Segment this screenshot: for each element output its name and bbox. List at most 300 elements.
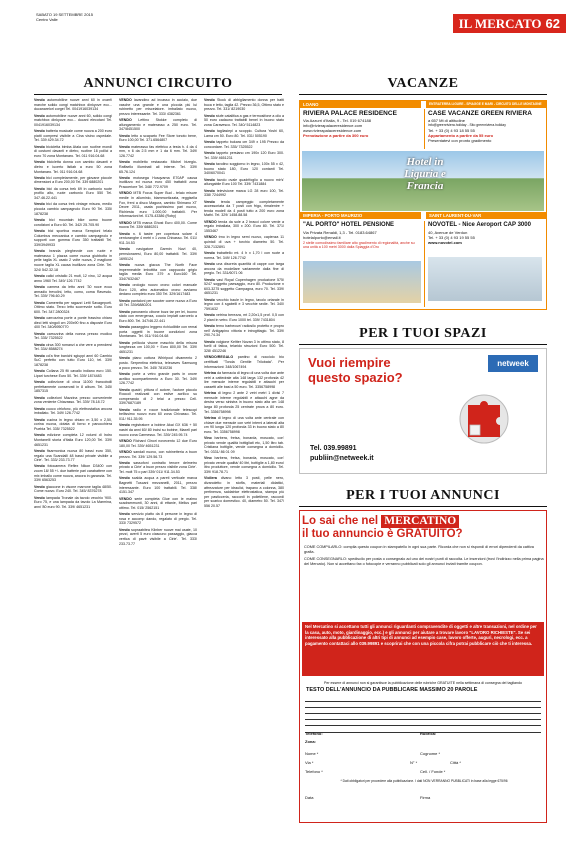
hotel-1-note: Prenotazione a partire da 300 euro [303, 133, 369, 138]
classified-ad [34, 449, 112, 463]
hotel-logo-text: Hotel in Liguria e Francia [404, 156, 446, 192]
classified-keyword: Vendo [119, 356, 130, 361]
classified-keyword: Vendo [204, 162, 215, 167]
classified-keyword: Vendo [34, 484, 45, 489]
classified-keyword: Vendo [204, 140, 215, 145]
classified-text: pantino di nocciolo bio certificati "Tonda Gentile Trilobata". Per informazioni: 348/1067494 [204, 355, 284, 369]
classified-text: tenda campeggio completamente accessoriata da 7 posti con frigo, rimalenire + tenda modell da 4 posti tutto a 200 euro zona Mathi. Tel. 329/ 1458.88.58 [204, 199, 284, 218]
classified-keyword: VENDO [119, 220, 132, 225]
coupon-note: Per essere di annunci non si garantisce la pubblicazione delle rubriche GRATUITE nella settimana di consegna del tagliando [323, 681, 523, 685]
classified-keyword: Vetrina [204, 415, 216, 420]
classified-text: bici sportiva marca Sempioni telaio Columbus meccanica e cambio campagnolo e supporti con gomma Euro 350 trattabili Tel. 339/3949933 [34, 229, 113, 247]
classified-ad [204, 324, 284, 338]
classified-keyword: Vendo [119, 262, 130, 267]
classified-text: Richard Ginori novecento 12 due Euro 180,00 Tel. 339/ 4651231 [119, 438, 197, 448]
classified-text: trno in legno semi nuovo, capienza 11 quintali di uva + torchio diametro 50. Tel. 328.7132891 [204, 235, 284, 249]
classified-keyword: Vendo [119, 283, 130, 288]
classified-ad [119, 528, 197, 546]
hotel-4-details [428, 230, 546, 245]
puzzle-icon [440, 385, 520, 445]
classified-ad [34, 485, 112, 494]
classified-text: televisione marca LG 28 euro 100, Tel. 338/ 7244992 [204, 188, 284, 198]
classified-keyword: VENDO [119, 191, 132, 196]
hotel-3-email: hotelalporto@email.it [303, 235, 341, 240]
classified-keyword: Vendo [34, 300, 45, 305]
classified-keyword: Vendo [34, 353, 45, 358]
classified-keyword: Vendo [204, 297, 215, 302]
classified-ad [204, 98, 284, 112]
coupon-headline [302, 515, 544, 541]
classified-text: tappeto bukara cm 349 x 195 Prezzo da concordare. Tel. 335/ 7325522 [204, 140, 284, 149]
classified-ad [34, 202, 112, 216]
classified-ad [34, 176, 112, 185]
classified-keyword: Vendo [34, 218, 45, 223]
classified-text: sassofoni contralto tenore delmetro privato a Cirie' a buon prezzo visibile zona Cirie'. Tel. molt 75 o pari 339/ 011/ 911.34.53 [119, 460, 197, 475]
classified-text: vetrina berezza, mt 2,20x1,5 prof. 0,5 con 2 piani in vetro. Euro 1000 tel. 339/ 7431804 [204, 313, 285, 322]
classified-text: collezioni Mazzina prezzo conveniente zona veniente Chiavasso. Tel. 339/ 78.18.72 [34, 395, 112, 405]
classified-ad [204, 476, 284, 508]
page-number: 62 [545, 16, 560, 31]
classified-text: quadri, pittura d' autore, l'autore piccolo Roccoii realizzati con estive acrilico su comperando di 2 telai a prezzo Cell. 339/7687/189 [119, 387, 198, 406]
classified-text: lampada Tronale da tavolo vecchio '900. Euro 75, e una lampada da tavolo La Marmina, anni '80 euro 90. Tel. 339/ 4651231 [34, 495, 113, 509]
classified-keyword: Vendo [119, 133, 130, 138]
netweek-tel: Tel. 039.99891 [310, 445, 357, 452]
classified-keyword: Vendo [34, 395, 45, 400]
classified-text: automobiline nuove anni 60, solido congi matchbox dinkyove ecc... ducani elecotani Tel. 0041916039134 [34, 113, 113, 127]
classified-keyword: Vendo [119, 423, 130, 428]
label-rubrica: Rubrica: [420, 731, 437, 736]
label-via: Via * [305, 760, 314, 765]
classified-text: bici completamente, per giovane piccole dimensioni a Euro 200,00 Tel. 339 6880201 [34, 175, 112, 185]
classified-ad [119, 423, 197, 437]
classified-text: porte a vetro grande parts in onore acrilico scompartimento a Euro 30. Tel. 349/ 126.7742 [119, 372, 198, 386]
classified-keyword: Vendo [34, 186, 45, 191]
classified-text: motosega Husqvarna E70AP causa inutilizzo ed nuova euro 450 trattabili zona Pracceriore Tel. 348/ 772.9709 [119, 175, 198, 190]
classified-keyword: Vendo [34, 113, 45, 118]
classified-ad [119, 176, 197, 190]
hotel-logo [390, 156, 460, 196]
label-data: Data [305, 795, 314, 800]
classified-ad [34, 187, 112, 201]
hotel-2-email: info@greenriviera.holiday - Sito greenriviera.holiday [428, 123, 506, 127]
classified-keyword: Vendo [34, 369, 45, 374]
classified-keyword: Vendo [204, 277, 215, 282]
classified-ad [204, 178, 284, 187]
hotel-3-details [303, 230, 421, 250]
classified-keyword: Vendo [34, 331, 45, 336]
hotel-4-web: www.novotel.com [428, 240, 462, 245]
section-title-per-i-tuoi-annunci [299, 488, 547, 507]
classified-text: orologio nuovo crono colori manuale Euro 120, altro automatico crono avviamo dedano completo euro 350 Tel. 329/1617483 [119, 283, 198, 297]
section-title-rule [299, 94, 547, 95]
classified-keyword: Vendo [34, 448, 45, 453]
band-top-right: ENTRATERRA LIGURE - SPIAGGE E MARI - CIRCUITO DELLE MONTAGNE [426, 101, 546, 108]
classified-keyword: Vendo [204, 151, 215, 156]
classified-text: MTB Focus Super Bud - telaio misure medie in alluminio, biammortizzata, reggisella Fox, freni a disco Magura, cambio Shimano XT Deore 2011, usata pochissimo pari nuovo, Richiesta euro 1.000,00 trattabili. Per informazioni tel. 0175-43386 (Roby) [119, 191, 198, 219]
classified-text: camera da letto anni '30 noce ecuo armadio trevolini, letto, como, coma Ravesdo. Tel. 339/ 796.60.29 [34, 284, 113, 299]
classified-text: vasi Royal Copenhagen produzione 575/ 5247 soggetto paesaggio, euro 80. Produzione n 603-3275 soggetto Campagna, euro 70. Tel. 339/ 4651231 [204, 277, 284, 296]
classified-ad [204, 371, 284, 389]
classified-text: barbera, freisa, bonarda, moscato, con' privato vende qualità bottigliati etc, 1,50 litro tab. Cristiana bottiglie, vende consegna a domicilio. Tel. 0331/ 86 01 09 [204, 436, 285, 454]
classified-text: pelliccia visone maschio della misura lunghezza cm 100,00 + Euro 800,00 Tel. 339/ 4651231 [119, 340, 197, 355]
classified-ad [119, 232, 197, 246]
classified-text: sopraabitea Kilnber nuove mai usate, 10 pezzi, averti 5 euro ciascuno passaggio, giacca vertica di pavè visibile a Cirie'. Tel. 333/ 233.73.77 [119, 527, 197, 546]
section-title-rule [299, 506, 547, 507]
hotel-2-note: Appartamento a partire da 55 euro [428, 133, 494, 138]
classified-keyword: Vendo [119, 160, 130, 165]
classified-ad [34, 496, 112, 510]
classified-text: pantaloni per scooter come nuovo a Euro 40 Tel. 339/6880201 [119, 298, 198, 308]
band-mid-left: IMPERIA - PORTO MAURIZIO [300, 212, 421, 219]
classified-keyword: VENDO [119, 449, 132, 454]
hotel-2-name: CASE VACANZE GREEN RIVIERA [428, 110, 532, 117]
coupon-form [302, 681, 544, 733]
classified-keyword: Vendo [119, 527, 130, 532]
classified-keyword: Vendo [119, 476, 130, 481]
classified-keyword: Vendo [34, 495, 45, 500]
divider [424, 109, 425, 149]
section-title-text: PER I TUOI SPAZI [359, 326, 487, 341]
classified-ad [119, 134, 197, 143]
classified-keyword: Vendo [34, 98, 45, 102]
classified-ad [34, 380, 112, 394]
classified-text: carrozzina della nonna prezzo modico Tel. 335/ 7325522 [34, 331, 113, 341]
classified-text: cuoco ctrlofonc, più elettrostatica ancora imballato. Tel. 349/ 126.7742 [34, 406, 112, 416]
classified-keyword: Vendo [34, 175, 45, 180]
section-title-per-i-tuoi-spazi [299, 326, 547, 345]
label-telefono-2: Telefono * [305, 769, 323, 774]
classified-keyword: Vendo [204, 339, 215, 344]
hotel-4-address: 40, Avenue de Verdun [428, 230, 468, 235]
classified-keyword: Vendo [119, 460, 130, 465]
classified-keyword: Vendo [119, 407, 130, 412]
classified-ad [119, 388, 197, 406]
classified-ad [119, 283, 197, 297]
classified-text: carrozzina porte a ponte frassino chiaro dieci letti singoli cm 200x90 fino a disposte Euro 400 Tel. 340/6950770 [34, 316, 113, 330]
classified-ad [204, 416, 284, 434]
classified-keyword: Vendo [34, 129, 45, 134]
classified-keyword: Vendo [119, 298, 130, 303]
classified-text: batteria musicale come nuova a 200 euro piatti compresi visibile a Cina visino ospedale. Tel. 339 429.34.72 [34, 129, 112, 143]
netweek-headline-line2: questo spazio? [308, 370, 403, 385]
classified-text: sandali nuovo, con rubinetteria a buon prezzo. Tel. 339/ 129.56.73 [119, 449, 197, 459]
classified-keyword: Vendo [34, 417, 45, 422]
classified-text: una discreta quantità di cappe con targa ancora da modellare variamente dalla fine di pregio. Tel. 331/6071 06 [204, 261, 284, 276]
classified-keyword: Vendo [204, 324, 215, 329]
classified-ad [34, 160, 112, 174]
classified-ad [34, 114, 112, 128]
classified-text: edizione completa 12 volumi di Indro Montanelli storia d'Italia Euro 120,00 Tel. 339/ 4651231 [34, 433, 112, 447]
classified-ad [119, 310, 197, 324]
classified-ad [34, 285, 112, 299]
classifieds-column-2 [119, 98, 197, 548]
classified-text: automobiline nuove anni 60 in ovarrli marche solido congi matchbox dinkyove ecc... ducanarelorl corgei Tel. 0041916039134 [34, 98, 112, 112]
classified-keyword: Vendo [34, 316, 45, 321]
classified-text: bicicletta bimba Atala con ruotine mondi di costumi davanti e dietro, ruotine 16 pollici a euro 70 zona Montanaro. Tel. 011 916.04.68 [34, 144, 113, 158]
classified-keyword: Vetrina [204, 391, 216, 396]
classified-keyword: Vendo [204, 199, 215, 204]
classified-ad [119, 191, 197, 219]
hotel-1-details [303, 118, 421, 138]
classified-keyword: Violiera [204, 476, 217, 481]
classified-ad [119, 160, 197, 174]
classified-keyword: Vendo [34, 284, 45, 289]
label-numero: N° * [410, 760, 418, 765]
classified-ad [204, 162, 284, 176]
section-title-rule [299, 344, 547, 345]
classified-keyword: Vendo [204, 113, 215, 118]
classified-keyword: Vendo [119, 247, 130, 252]
header-edition: Centro Valle [36, 17, 58, 22]
classified-ad [34, 433, 112, 447]
classified-text: bici da corsa trek vintage misura, medio piccola cambio campagnolo Euro 90 Tel. 335/ 1878238 [34, 202, 113, 216]
hotel-2-address: a 657 Mt di altitudine [428, 118, 465, 123]
classified-text: nuova giacca The North Face impermeabile imbottita con cappuccio grigio taglia media Euro 379 a Euro160 Tel. 334/7632467 [119, 262, 197, 281]
classified-text: registratore a bobine Akai GX 636 + 50 nastri da anni 60/ 80 incisi su bobine, Maxell pari nuovo zona Carmesso. Tel. 339/ 245.95.74 [119, 423, 197, 437]
classified-keyword: VENDO [119, 118, 132, 123]
classified-text: passeggino leggero richiudibile con remai porta oggetti in buone condizioni zona Montanaro. Tel. 011/ 916.04.68 [119, 325, 197, 339]
classified-ad [34, 145, 112, 159]
hotel-3-photo [303, 261, 421, 303]
classified-text: radio e rocce tradizionale telescopi bellissimo nuovo euro 60 zona Chivasso. Tel. 011/ 911.35.95 [119, 407, 197, 421]
classified-ad [119, 221, 197, 230]
classified-keyword: Vendo [34, 229, 45, 234]
classified-keyword: Vendo [119, 387, 130, 392]
classified-text: cd'a fine banichi sgluppi anni 60 Cambio SuC perfetto con tutto Euro 110, tel. 339/ 1878238 [34, 353, 113, 367]
coupon-privacy: * Dati obbligatori per procedere alla pubblicazione. I dati NON VERRANNO PUBBLICATI in base alla legge 675/96 [340, 779, 508, 783]
classified-text: serie completa Glue con le malmo scadrammunti, 30 anni, di ettanie, Mellus pari ottimo. Tel. 015/ 2562151 [119, 496, 197, 510]
hotel-2-details [428, 118, 546, 143]
classified-keyword: VENDO [119, 98, 132, 102]
classified-keyword: Vendo [34, 406, 45, 411]
classified-text: circa 300 romanzi a che vere a prendersi Tel. 334/ 8588274 [34, 342, 113, 352]
netweek-advert [299, 348, 547, 474]
classified-ad [34, 301, 112, 315]
classified-keyword: Vino [204, 436, 212, 441]
classified-keyword: VENDO [119, 496, 132, 501]
classified-ad [34, 229, 112, 247]
classified-text: tenda da sole a 2 bracci colore verde a regalo imballata, 300 x 200. Euro 80. Tel. 371/ 1553467 [204, 219, 285, 234]
classified-ad [204, 151, 284, 160]
hotel-1-email: info@rivierapalaceresidence.com [303, 123, 363, 128]
hotel-1-web: www.rivierapalaceresidence.com [303, 128, 362, 133]
classified-text: panoramio cibone buzz tar per lei, buono stato con emergenza, coccio impiatt carrorelo a Euro 800. Tel. 347/46.22.441 [119, 309, 197, 323]
classified-keyword: VENDO/REGALO [204, 355, 234, 360]
classified-keyword: Vendo [34, 249, 45, 254]
classified-keyword: Vendo [34, 433, 45, 438]
classifieds-column-3 [204, 98, 284, 510]
header-date-block [36, 12, 93, 22]
classified-keyword: Vino [204, 456, 212, 461]
classified-ad [119, 461, 197, 475]
coupon-form-title: TESTO DELL'ANNUNCIO DA PUBBLICARE MASSIMO 20 PAROLE [306, 687, 478, 694]
classified-ad [34, 98, 112, 112]
section-title-annunci-circuito [34, 76, 282, 95]
hotel-advert [299, 100, 547, 310]
hotel-1-address: Via Azzurri d'Italia, 9 - Tel. 019 674188 [303, 118, 371, 123]
classified-keyword: Vendo [34, 464, 45, 469]
classified-keyword: Vendo [119, 231, 130, 236]
masthead-title: IL MERCATO [458, 16, 542, 31]
label-zona: Zona: [305, 739, 316, 744]
netweek-headline-line1: Vuoi riempire [308, 355, 391, 370]
band-top-left: LOANO [300, 101, 421, 108]
classified-ad [119, 512, 197, 526]
classified-keyword: Vendo [119, 144, 130, 149]
classified-text: temo barbecue/ radiosilo protetto e propro nell' Antigapino vittoria e introgittagio. Tel. 339/ 290.74.34 [204, 324, 284, 338]
classified-ad [119, 247, 197, 261]
classified-ad [34, 218, 112, 227]
classified-keyword: Vendo [119, 340, 130, 345]
classified-keyword: Vendo [204, 177, 215, 182]
classified-keyword: Vendo [119, 372, 130, 377]
classified-ad [119, 325, 197, 339]
classified-coupon [299, 510, 547, 823]
classified-keyword: Vendo [204, 98, 215, 102]
classified-ad [204, 200, 284, 218]
classified-ad [34, 249, 112, 272]
classified-text: tavolo ovale quadrifoglio a nuovo mir's' allungabile Euro 100 Tel. 339/ 7431884 [204, 177, 285, 187]
classified-keyword: Vendo [119, 325, 130, 330]
classified-text: mobiletto restaurato Michel bizeglo- Raffaello illuminati ali interne. Tel. 339/ 65.76.124 [119, 160, 198, 174]
section-title-vacanze [299, 76, 547, 95]
classified-ad [34, 332, 112, 341]
classified-ad [204, 262, 284, 276]
classified-text: Cameretta per ragazzi Letti Savageporti. Ottimo stato. Terzo letto scorrevole sotto. Euro 600. Tel. 347.2800324 [34, 300, 112, 314]
hotel-1-name: RIVIERA PALACE RESIDENCE [303, 110, 397, 117]
classified-ad [119, 372, 197, 386]
hotel-3-name: "AL PORTO" HOTEL PENSIONE [303, 222, 395, 228]
classified-ad [204, 355, 284, 369]
classified-ad [204, 340, 284, 354]
classified-text: navigatore Garmin Nuvi 40, pernsionaresi, Euro 80,00 trattabili. Tel. 339/ 1695124 [119, 247, 198, 261]
classified-ad [34, 464, 112, 482]
header-date: SABATO 19 SETTEMBRE 2015 [36, 12, 93, 17]
classifieds-column-1 [34, 98, 112, 511]
hotel-3-note: 2 stelle comodissimo familiare alto gradimento di regionalità, anche su una unità a 100 metri 3000 dalla Spiaggia d'Oro [303, 241, 415, 250]
classified-keyword: VENDO [204, 235, 217, 240]
classified-text: Stock di abbigliamento donna per batti buca e letto, taglia 42. Prezzo 36,5, Ottimo stato e prezzo. Tel. 331/ 8219030 [204, 98, 285, 112]
section-title-text: PER I TUOI ANNUNCI [346, 488, 500, 503]
hotel-4-photo [428, 257, 542, 301]
classified-text: calici cristallo 21 mult, 12 vino, 12 acqua anno 1960 Tel. 349/ 126.7742 [34, 273, 112, 283]
classified-ad [204, 456, 284, 474]
classified-keyword: Vendo [34, 273, 45, 278]
coupon-headline-a: Lo sai che nel [302, 515, 379, 527]
classified-ad [204, 235, 284, 249]
label-cognome: Cognome * [420, 751, 441, 756]
classified-text: branda pieghevole con ruote e materasso 1 piazza come nuova giubbotto in pelle taglia XL usato 2 volte nuova, 2 maglione nuove taglia XL causa inutilizzo zona Cirie. Tel. 324/ 542.32.18 [34, 249, 112, 272]
classified-ad [119, 341, 197, 355]
page-header [0, 0, 580, 40]
classified-keyword: Vendo [204, 129, 215, 134]
classified-ad [34, 369, 112, 378]
classified-keyword: Vendo [34, 342, 45, 347]
coupon-info-box: Nel Mercatino si accettano tutti gli annunci riguardanti compravendite di oggetti e altre transazioni, nel ordine per la casa, auto, moto, giardinaggio, ecc.) e gli annunci per aiutare a trovare lavoro "LAVORO RICHIESTE". Se sei interessato alla pubblicazione di altri tipi di annunci ad esempio case, lavoro offerte, auguri, necrologi, ecc. a pagamento contattaci allo 039.99891 e scoprirai che con una piccola cifra potrai pubblicare ciò che ti interessa. [302, 622, 544, 676]
classified-text: divano letto 3 posti, pelle nero, divanoletto in stoffa, materiali didattici, attrezzature per idraulici, trapano a colonna, 380 pertinenza, saldatrice elettrostatica, stampa più per pasticceria, raccordi in polietilene, raccordi per scarico domestico. 40, diametro 50. Tel. 347/ 556 20.57 [204, 476, 284, 509]
classified-text: MTB marca Ghost Euro 400,00. Come nuova Tel. 339/ 6880201 [119, 220, 197, 230]
classified-ad [119, 145, 197, 159]
classified-ad [34, 316, 112, 330]
classified-text: cucina in legno chiaro m 3,50 x 2,50, corina nuova, dotata di forno e panocchiera Puebla Tel. 335/ 7325522 [34, 417, 112, 431]
coupon-instructions-2: COME CONSEGNARLO: spediscilo per posta o consegnalo ad uno dei nostri punti di raccolta. Le inserzioni (trovi l'indirizzo nella prima pagina del Mercato). Non si accettano fax o fotocopie e verranno pubblicati solo gli annunci inviati tramite coupon. [304, 557, 544, 566]
classified-keyword: Vendo [34, 160, 45, 165]
classified-keyword: Vendo [204, 261, 215, 266]
coupon-headline-b: il tuo annuncio è GRATUITO? [302, 528, 463, 540]
classified-text: trabattello mt. 4 h x 1,70 l con ruote a norma. Tel. 349/ 126.7742 [204, 250, 284, 260]
classified-text: servizio piatto da 8 persone in legno di rosa e accomp dando, regalato di pregio. Tel. 333/ 7329572 [119, 512, 197, 526]
classified-text: volgione Keltter Novan 3 in ottimo stato, 8 fuelli di fatica, telarido struzioni Euro 500. Tel. 328/ 4512246 [204, 339, 284, 354]
classified-text: di legno di una volta ante centrale con chiave due mensole con vetri interni a laterali alta cm 90 lunga 120 profonda 33 in buono stato a 80 euro. Tel. 3356758998 [204, 415, 284, 434]
classified-ad [34, 343, 112, 352]
classified-ad [119, 356, 197, 370]
label-citta: Città * [450, 760, 461, 765]
coupon-headline-mercatino: MERCATINO [381, 515, 459, 528]
hotel-4-name: NOVOTEL - Nice Aeroport CAP 3000 [428, 222, 531, 228]
classified-ad [34, 274, 112, 283]
section-title-text: ANNUNCI CIRCUITO [83, 76, 233, 91]
section-title-rule [34, 94, 282, 95]
classified-text: fotocamera Reflex Nikon D3400 con zoom 18/ 55 +/- due batterie pari carabattere con mix imballo come nuova, ancora in garanzia. Tel. 339/ 6563253 [34, 464, 113, 483]
classified-text: tagliasiepi a scoppio. Cultura Yoshi 60, Lama cm 50. Euro 80. Tel. 031/ 505190 [204, 129, 284, 138]
classified-keyword: Vendo [34, 144, 45, 149]
classified-ad [34, 418, 112, 432]
classified-keyword: Vendo [204, 250, 215, 255]
label-nome: Nome * [305, 751, 319, 756]
classified-keyword: Vendo [119, 309, 130, 314]
classified-text: letto a scaparto Fee Store tonoto bene, Euro 100,00 Tel. 371.6564807 [119, 133, 198, 143]
classified-ad [204, 436, 284, 454]
classified-ad [119, 476, 197, 494]
classified-text: collezione di circa 11000 francobolli perfettamente conservati in 8 album. Tel. 345/ 1857315 [34, 380, 113, 394]
classified-ad [204, 278, 284, 296]
classified-text: di legno 2 ante 2 vetri metri 1 divisi 7 mensole interne regolabili e attacchi agne da destra verso sinistra in buono stato alta cm 148 larga 80 profonda 25 centrate prova a 80 euro. Tel. 3356758998 [204, 391, 284, 414]
classified-text: piano cottura Whirlpool divamento 2 posto. Serpentina elettrica, telecaves Samsung a poco prezzo. Tel. 345/ 7810236 [119, 356, 197, 370]
classified-ad [119, 439, 197, 448]
classified-text: materasso fas elettrico a testa h. 4 da 4 mm, n 6 da 2.5 mm e 1 da 6 mm. Tel. 349/ 126.7742 [119, 144, 197, 158]
classified-text: tappeto persiano cm 190x 120 Euro 300. Tel. 339/ 4651231 [204, 151, 284, 160]
classified-ad [119, 408, 197, 422]
coupon-instructions-1: COME COMPILARLO: compila questo coupon in stampatello in ogni sua parte. Ricorda che non si rispondi di errori dipendenti da cattiva grafia. [304, 545, 534, 554]
hotel-4-tel: Tel. + 33 (0) 4 93 19 55 55 [428, 235, 475, 240]
classified-ad [119, 299, 197, 308]
classified-keyword: Vendo [204, 313, 215, 318]
label-firma: Firma [420, 795, 431, 800]
classified-keyword: VENDO [204, 219, 217, 224]
classified-ad [119, 98, 197, 116]
classified-ad [204, 313, 284, 322]
classified-ad [204, 298, 284, 312]
classified-ad [204, 129, 284, 138]
classified-text: bici da corsa trek 69 in carbonio ruote profilo alto, ruote carbonio Euro 550 Tel. 347.46.22.441 [34, 186, 113, 201]
classified-keyword: Vendo [119, 175, 130, 180]
netweek-logo: netweek [488, 355, 538, 372]
classified-text: n. 6 tastre per copertura solare 4 centuranghe 4 metri x 1 zona Chivasso. Tel. 011/ 911.34.53 [119, 231, 198, 245]
classified-text: bici mountain bike uomo buone condizioni a Euro 60. Tel. 342/ 25.705.90 [34, 218, 113, 227]
classified-keyword: Vendo [34, 202, 45, 207]
classified-text: vecchio baule in legno, tavolo ortarale in legno con 4 sgabelli e 3 vecchie sedie. Tel. 340/ 7591632 [204, 297, 285, 311]
masthead [453, 14, 566, 33]
label-telefono: Telefono: [305, 731, 323, 736]
band-mid-right: SAINT LAURENT-DU-VAR [426, 212, 546, 219]
classified-ad [204, 189, 284, 198]
classified-text: barbera, freisa, bonarda, moscato, con' privato vende qualità/ 40 litri, bottiglie a 1,80 euro/ litro produttore, vende consegna a domicilio. Tel. 339/ 918.78.71 [204, 456, 285, 475]
classified-text: tavolino soggiorno in legno, 100x 55 x 42, buono stato 180, Euro 120 contanti Tel. 340/6070041 [204, 162, 284, 176]
classified-text: lavandino ad incasso in acciaio, due vasche una grande e una piccola più lui rubinetto per miscelatore. imballato nuovo, prezzo interessante. Tel. 333/ 4382361 [119, 98, 198, 116]
classified-ad [34, 396, 112, 405]
classified-ad [119, 497, 197, 511]
classified-ad [119, 263, 197, 281]
